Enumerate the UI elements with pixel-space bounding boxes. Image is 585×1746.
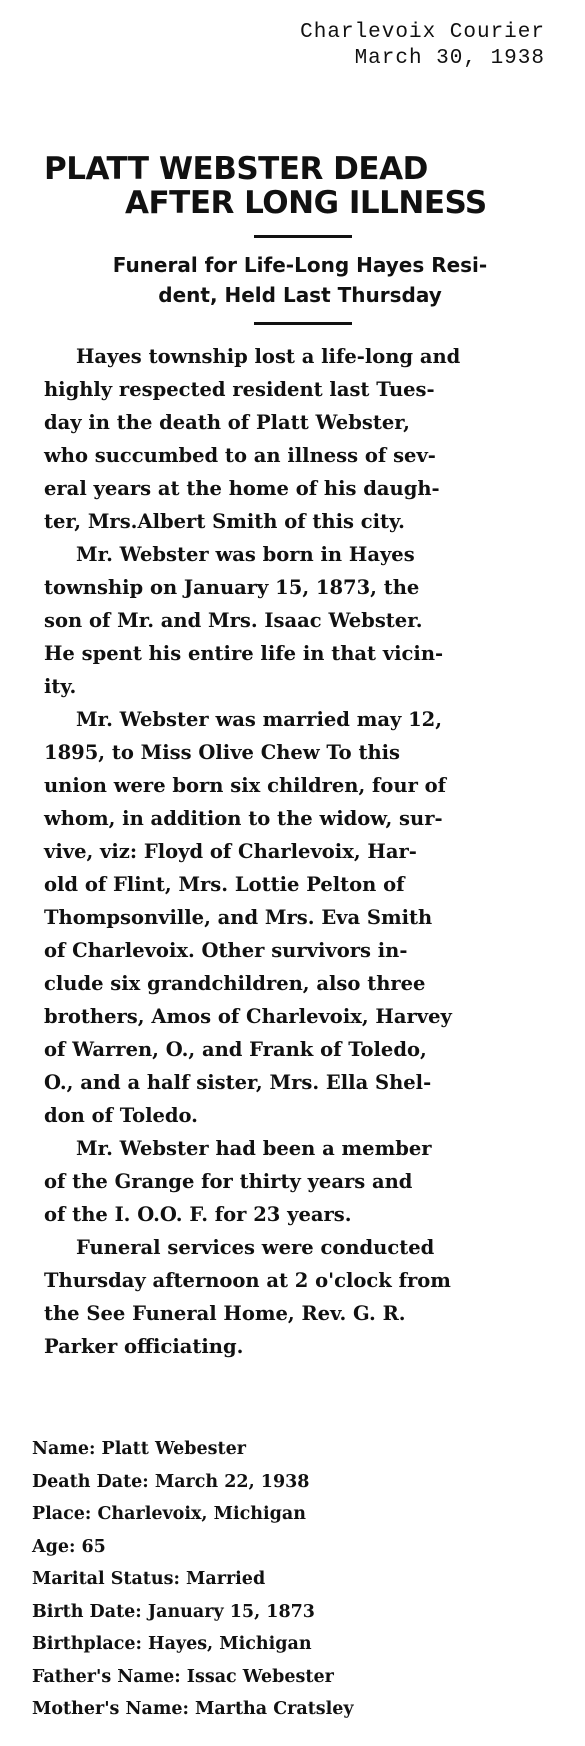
article-line: ity. (44, 675, 77, 698)
subheadline-line-1: Funeral for Life-Long Hayes Resi- (112, 253, 488, 277)
vital-record-facts (32, 1433, 354, 1726)
article-line: don of Toledo. (44, 1104, 198, 1127)
fact-row: Mother's Name: Martha Cratsley (32, 1699, 354, 1719)
fact-row: Death Date: March 22, 1938 (32, 1471, 310, 1492)
article-line: Mr. Webster was born in Hayes (76, 543, 415, 566)
article-paragraph (44, 538, 564, 703)
article-line: brothers, Amos of Charlevoix, Harvey (44, 1005, 452, 1028)
article-line: Funeral services were conducted (76, 1236, 435, 1259)
article-line: of the I. O.O. F. for 23 years. (44, 1203, 352, 1226)
article-line: Mr. Webster was married may 12, (76, 708, 443, 731)
subheadline-line-2: dent, Held Last Thursday (158, 283, 442, 307)
article-line: eral years at the home of his daugh- (44, 477, 440, 500)
article-line: highly respected resident last Tues- (44, 378, 435, 401)
article-line: of Warren, O., and Frank of Toledo, (44, 1038, 427, 1061)
fact-row: Birthplace: Hayes, Michigan (32, 1634, 312, 1654)
article-line: Thompsonville, and Mrs. Eva Smith (44, 906, 433, 929)
article-line: Mr. Webster had been a member (76, 1137, 432, 1160)
fact-row: Birth Date: January 15, 1873 (32, 1601, 315, 1622)
fact-row: Father's Name: Issac Webester (32, 1666, 334, 1687)
article-paragraph (44, 1132, 564, 1231)
article-line: who succumbed to an illness of sev- (44, 444, 436, 467)
divider-rule-bottom (254, 322, 352, 325)
article-paragraph (44, 340, 564, 538)
article-line: Thursday afternoon at 2 o'clock from (44, 1269, 451, 1292)
divider-rule-top (254, 235, 352, 238)
article-line: 1895, to Miss Olive Chew To this (44, 741, 401, 764)
source-citation (300, 20, 545, 72)
headline-line-2: AFTER LONG ILLNESS (125, 185, 487, 221)
article-line: clude six grandchildren, also three (44, 972, 426, 995)
article-line: He spent his entire life in that vicin- (44, 642, 444, 665)
headline (0, 152, 585, 220)
fact-row: Age: 65 (32, 1536, 106, 1557)
article-line: O., and a half sister, Mrs. Ella Shel- (44, 1071, 432, 1094)
article-line: whom, in addition to the widow, sur- (44, 807, 443, 830)
article-line: the See Funeral Home, Rev. G. R. (44, 1302, 406, 1325)
article-line: of Charlevoix. Other survivors in- (44, 939, 408, 962)
article-line: old of Flint, Mrs. Lottie Pelton of (44, 873, 405, 896)
article-paragraph (44, 703, 564, 1132)
subheadline (40, 250, 560, 310)
article-paragraph (44, 1231, 564, 1363)
article-line: day in the death of Platt Webster, (44, 411, 410, 434)
article-body (44, 340, 564, 1363)
article-line: of the Grange for thirty years and (44, 1170, 413, 1193)
headline-line-1: PLATT WEBSTER DEAD (44, 151, 428, 187)
article-line: son of Mr. and Mrs. Isaac Webster. (44, 609, 423, 632)
fact-row: Place: Charlevoix, Michigan (32, 1504, 306, 1524)
article-line: Hayes township lost a life-long and (76, 345, 461, 368)
newspaper-name: Charlevoix Courier (300, 21, 545, 44)
article-line: township on January 15, 1873, the (44, 576, 420, 599)
article-line: vive, viz: Floyd of Charlevoix, Har- (44, 840, 417, 863)
fact-row: Name: Platt Webester (32, 1439, 246, 1459)
article-line: Parker officiating. (44, 1335, 244, 1358)
fact-row: Marital Status: Married (32, 1569, 266, 1589)
article-line: union were born six children, four of (44, 774, 447, 797)
article-line: ter, Mrs.Albert Smith of this city. (44, 510, 405, 533)
publication-date: March 30, 1938 (354, 47, 545, 70)
